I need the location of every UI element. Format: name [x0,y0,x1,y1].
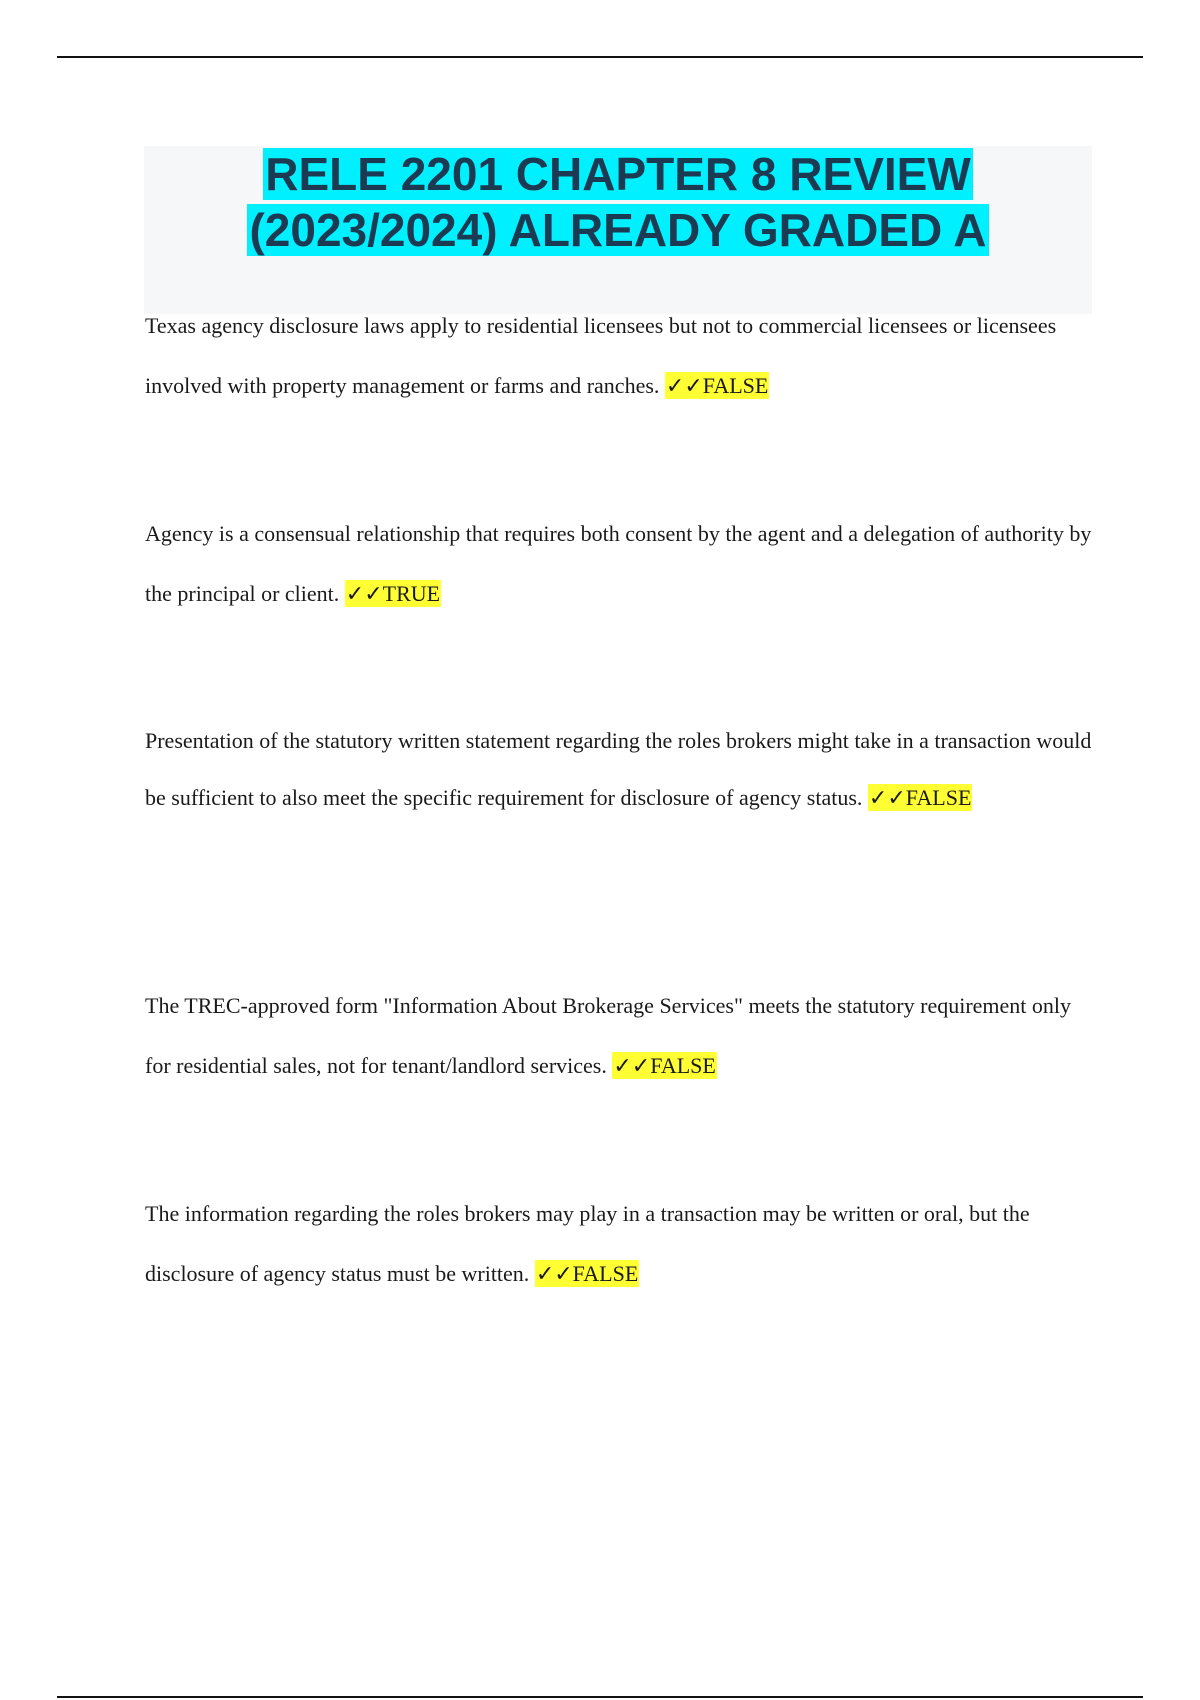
answer-badge: ✓✓FALSE [665,373,769,398]
title-line-1: RELE 2201 CHAPTER 8 REVIEW [265,148,971,200]
question-text: The information regarding the roles brokers may play in a transaction may be written or oral, but the disclosure of agency status must be written. [145,1201,1030,1286]
answer-badge: ✓✓FALSE [535,1261,639,1286]
question-2 [145,504,1095,624]
question-3 [145,712,1095,826]
bottom-rule [57,1696,1143,1698]
question-text: The TREC-approved form "Information About Brokerage Services" meets the statutory requirement only for residential sales, not for tenant/landlord services. [145,993,1072,1078]
answer-badge: ✓✓FALSE [613,1053,716,1078]
question-4 [145,976,1095,1096]
top-rule [57,56,1143,58]
title-block [144,146,1092,314]
title-line-2: (2023/2024) ALREADY GRADED A [249,204,987,256]
question-5 [145,1184,1095,1304]
question-text: Presentation of the statutory written statement regarding the roles brokers might take in a transaction would be sufficient to also meet the specific requirement for disclosure of agency status. [145,728,1092,810]
document-title [144,146,1092,258]
question-text: Agency is a consensual relationship that requires both consent by the agent and a delegation of authority by the principal or client. [145,521,1092,606]
question-text: Texas agency disclosure laws apply to residential licensees but not to commercial licensees or licensees involved with property management or farms and ranches. [145,313,1057,398]
question-1 [145,296,1095,416]
answer-badge: ✓✓TRUE [345,581,441,606]
answer-badge: ✓✓FALSE [868,785,972,810]
